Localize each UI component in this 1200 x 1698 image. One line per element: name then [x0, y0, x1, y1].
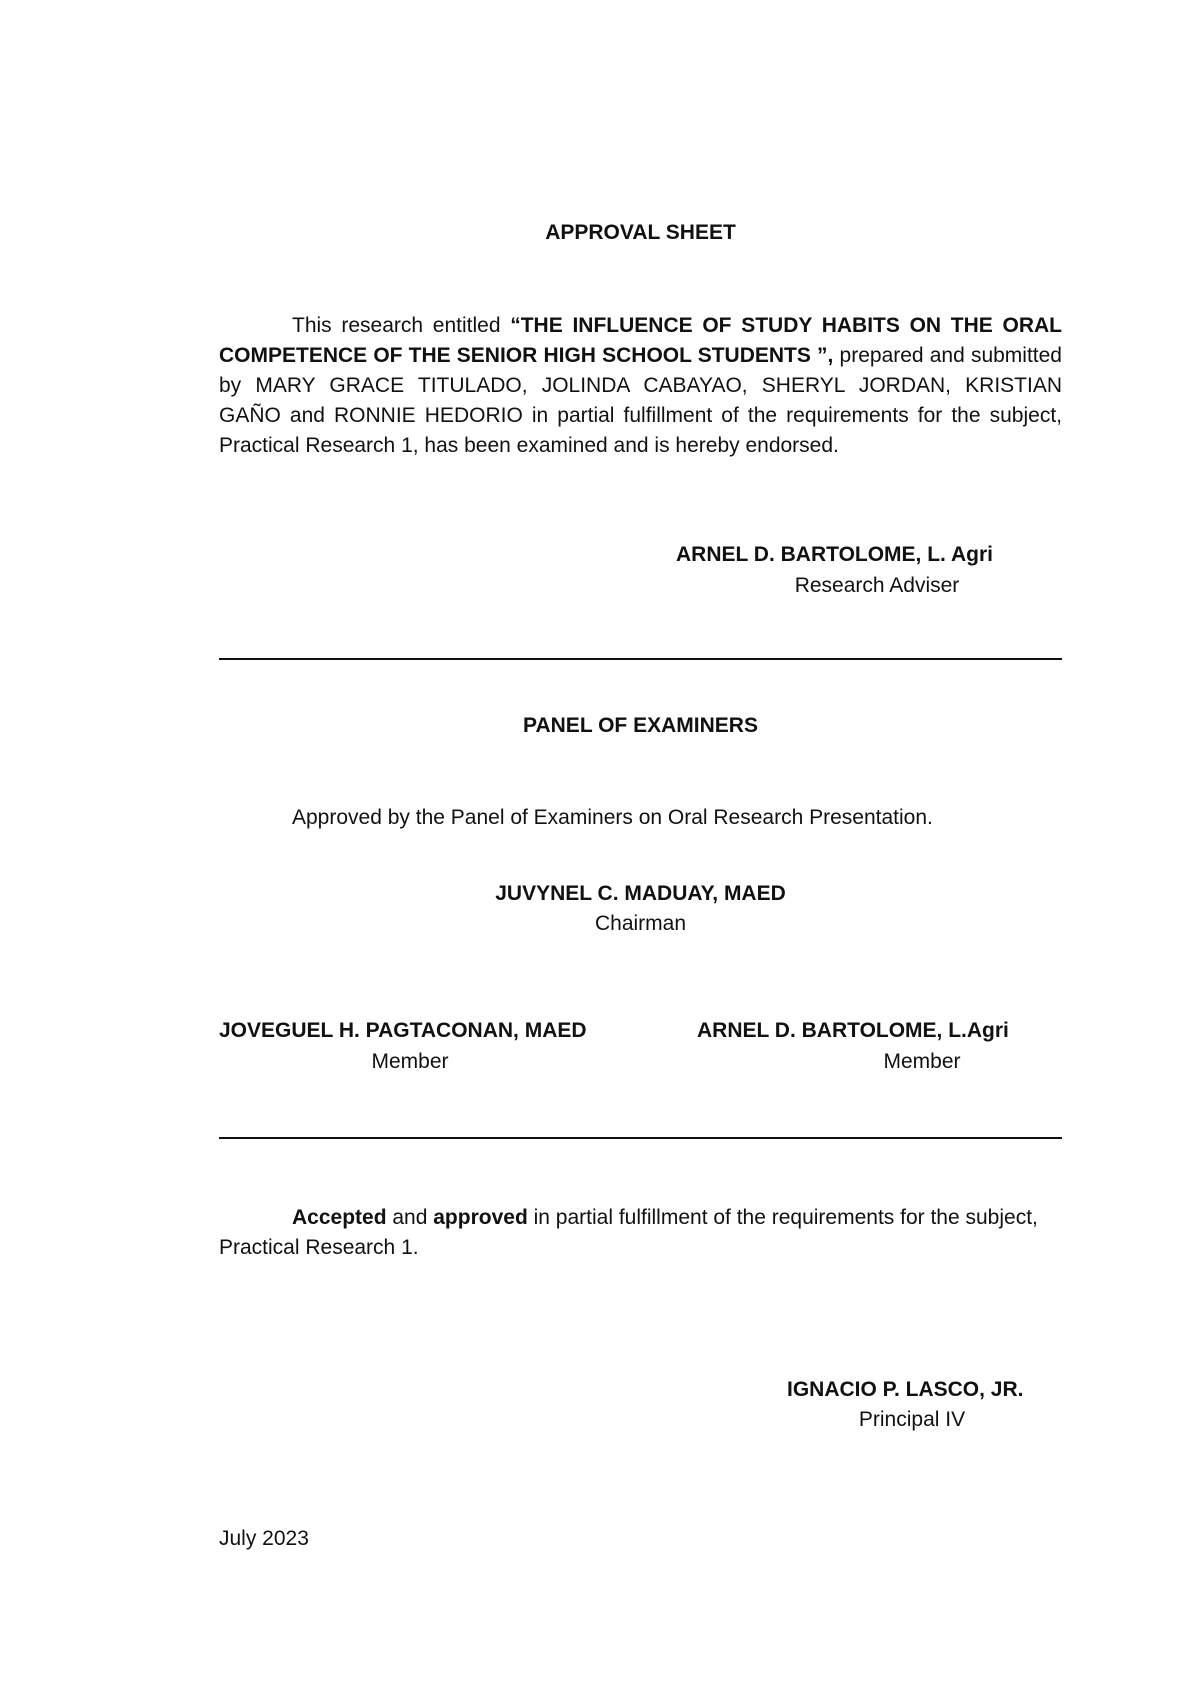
principal-name: IGNACIO P. LASCO, JR. — [787, 1378, 1024, 1401]
member1-role: Member — [371, 1050, 449, 1073]
member2-role: Member — [883, 1050, 961, 1073]
approval-paragraph-rest: prepared and submitted by MARY GRACE TITULADO, JOLINDA CABAYAO, SHERYL JORDAN, KRISTIAN GAÑO and RONNIE HEDORIO in partial fulfillment of the requirements for the subject, Practical Research 1, has been examined and is hereby endorsed. — [219, 344, 1062, 457]
section-divider — [219, 1137, 1062, 1139]
approval-sheet-heading: APPROVAL SHEET — [545, 221, 736, 244]
panel-statement: Approved by the Panel of Examiners on Oral Research Presentation. — [292, 806, 933, 829]
adviser-name: ARNEL D. BARTOLOME, L. Agri — [676, 543, 993, 566]
acceptance-rest: in partial fulfillment of the requirements for the subject, Practical Research 1. — [219, 1206, 1038, 1259]
chairman-name: JUVYNEL C. MADUAY, MAED — [495, 882, 786, 905]
approved-word: approved — [433, 1206, 528, 1229]
approval-paragraph-intro: This research entitled — [292, 314, 511, 337]
acceptance-paragraph — [219, 1203, 1049, 1263]
section-divider — [219, 658, 1062, 660]
chairman-role: Chairman — [594, 912, 687, 935]
research-title: “THE INFLUENCE OF STUDY HABITS ON THE ORAL COMPETENCE OF THE SENIOR HIGH SCHOOL STUDENTS ”, — [219, 314, 1062, 367]
panel-heading: PANEL OF EXAMINERS — [523, 714, 758, 737]
and-word: and — [386, 1206, 434, 1229]
principal-role: Principal IV — [858, 1408, 966, 1431]
accepted-word: Accepted — [292, 1206, 387, 1229]
member1-name: JOVEGUEL H. PAGTACONAN, MAED — [219, 1019, 587, 1042]
adviser-role: Research Adviser — [794, 574, 960, 597]
member2-name: ARNEL D. BARTOLOME, L.Agri — [697, 1019, 1009, 1042]
approval-paragraph — [219, 311, 1062, 461]
document-date: July 2023 — [219, 1527, 309, 1550]
